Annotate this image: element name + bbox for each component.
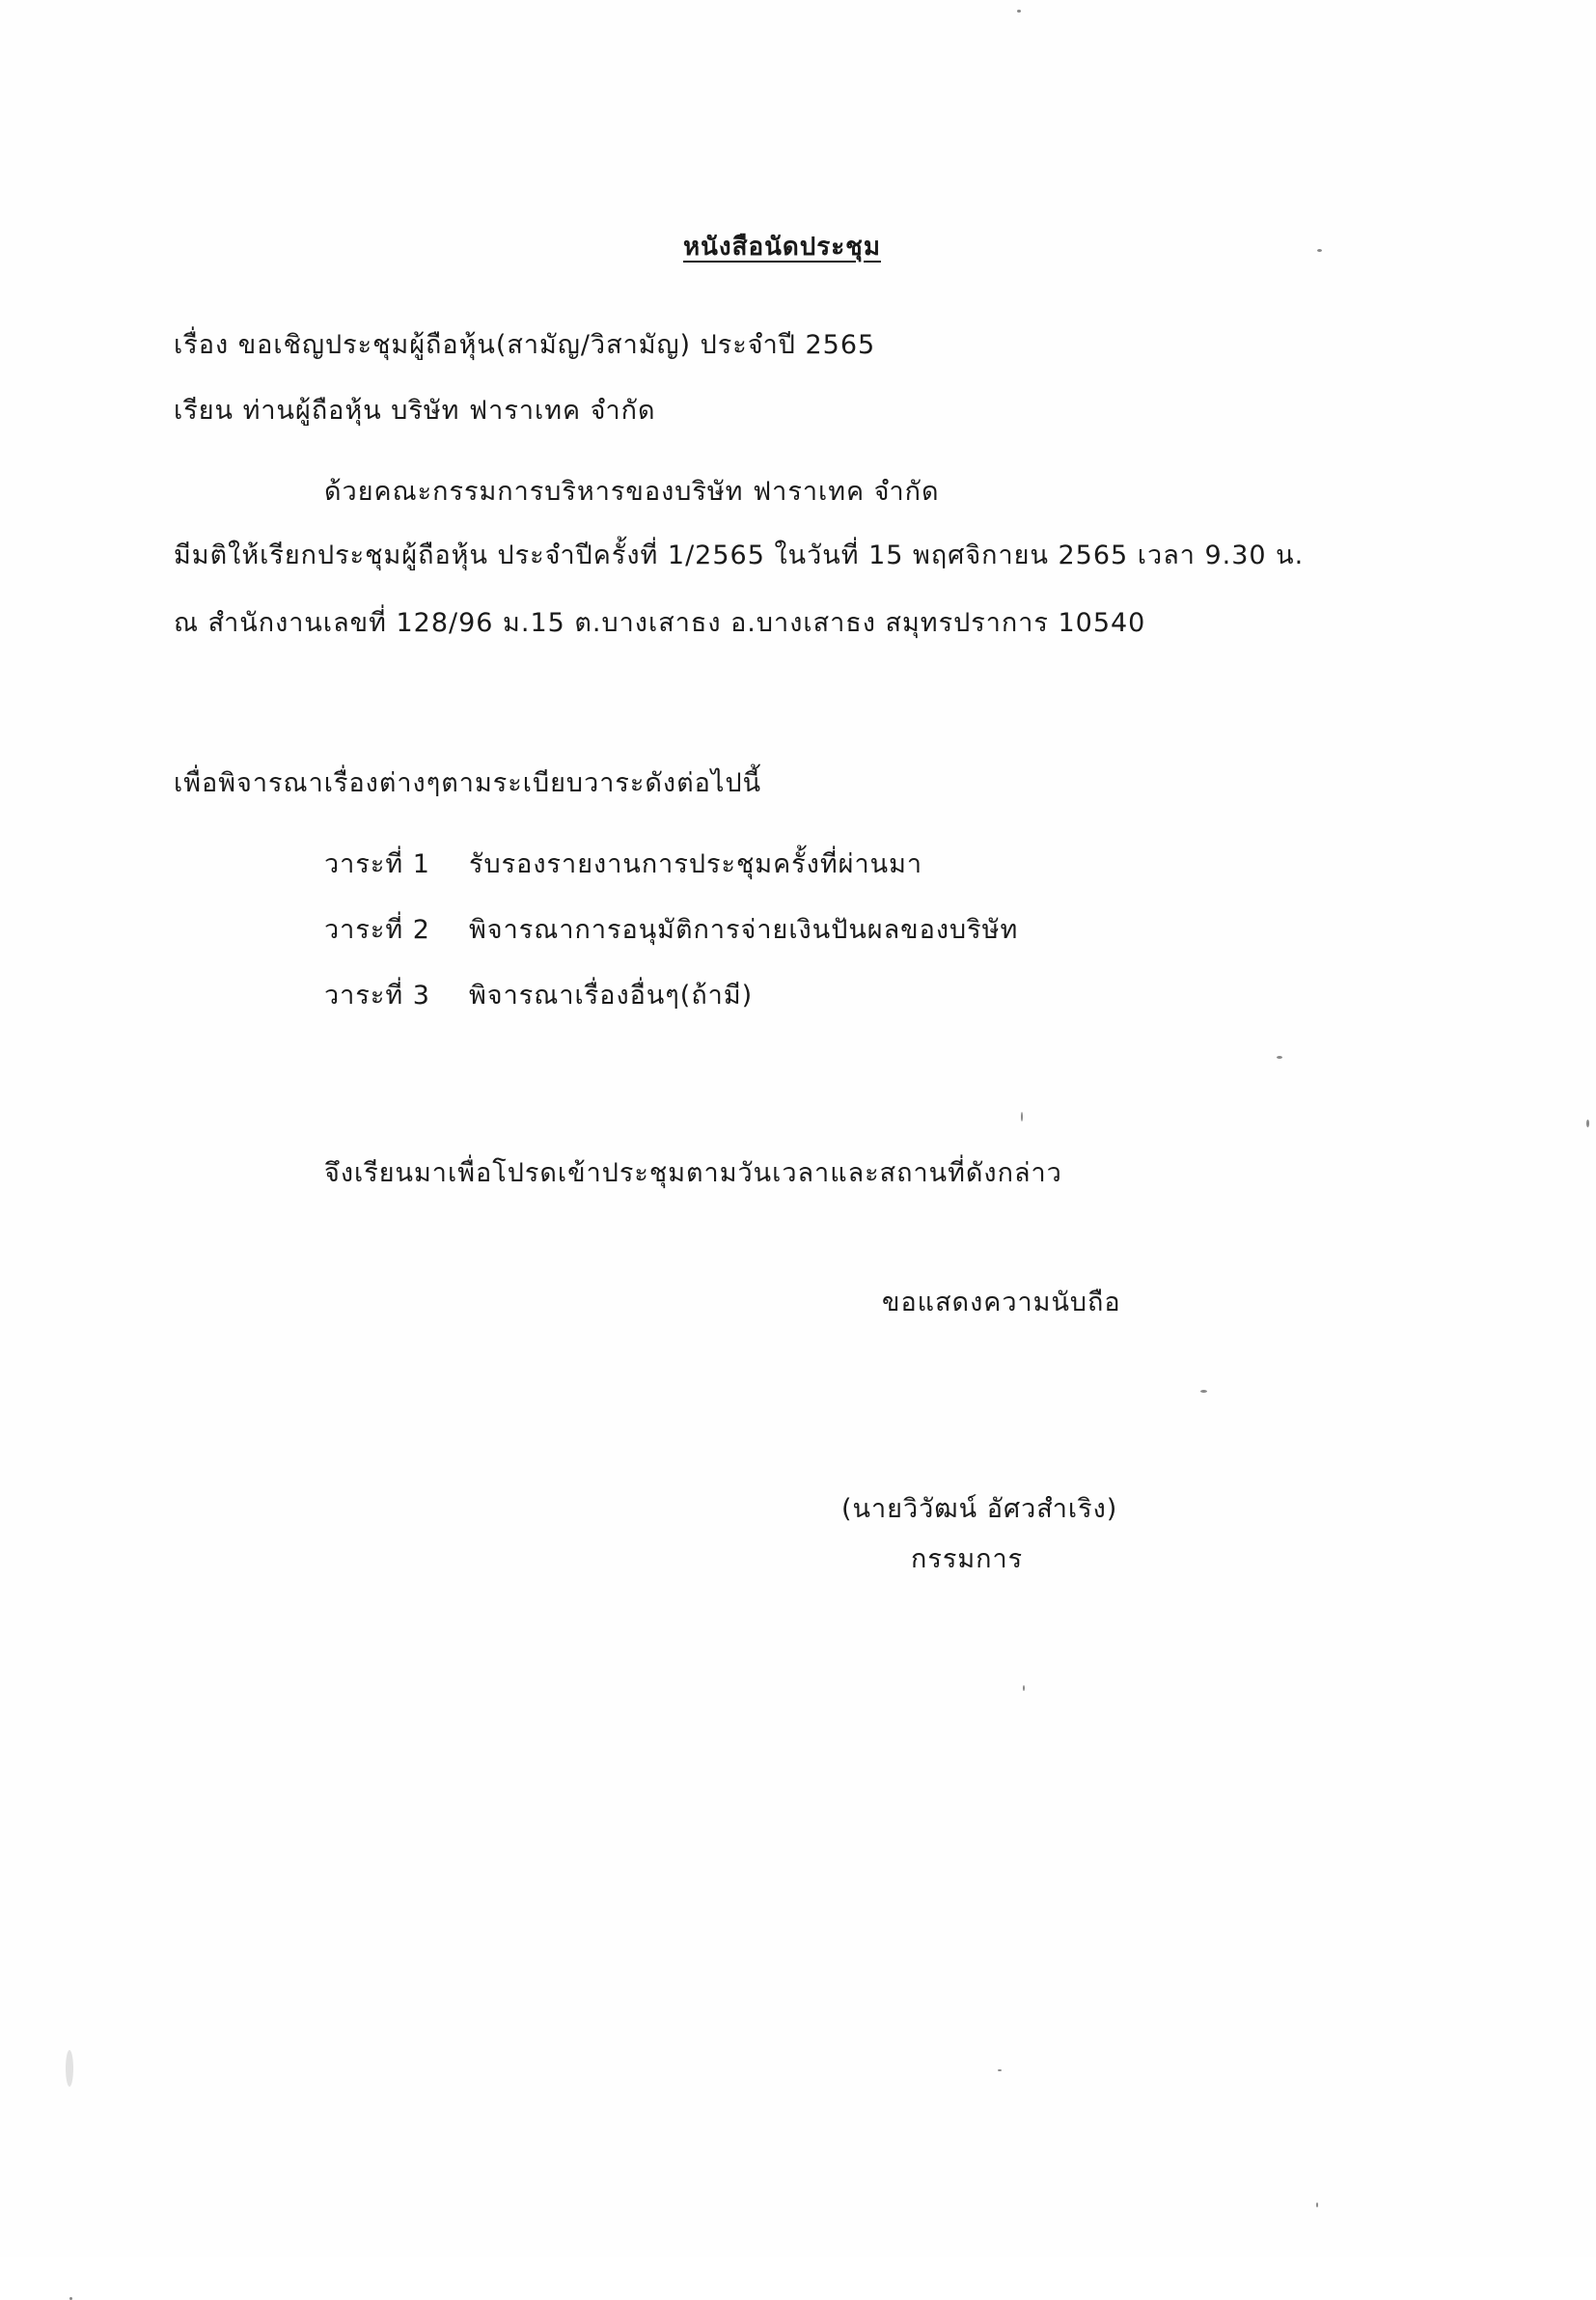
paragraph-line-2: มีมติให้เรียกประชุมผู้ถือหุ้น ประจำปีครั้งที่ 1/2565 ในวันที่ 15 พฤศจิกายน 2565 เวลา 9.30 น. bbox=[174, 540, 1305, 570]
agenda-item bbox=[324, 845, 922, 884]
subject-line: เรื่อง ขอเชิญประชุมผู้ถือหุ้น(สามัญ/วิสามัญ) ประจำปี 2565 bbox=[174, 330, 876, 360]
scan-speck bbox=[1317, 249, 1322, 252]
scan-speck bbox=[1021, 1112, 1023, 1122]
scan-speck bbox=[1316, 2203, 1318, 2207]
recipient-line: เรียน ท่านผู้ถือหุ้น บริษัท ฟาราเทค จำกัด bbox=[174, 396, 656, 426]
scan-speck bbox=[1200, 1390, 1207, 1393]
scan-speck bbox=[1017, 10, 1021, 13]
agenda-text: พิจารณาการอนุมัติการจ่ายเงินปันผลของบริษัท bbox=[469, 915, 1019, 945]
scan-speck bbox=[998, 2069, 1002, 2071]
scan-speck bbox=[66, 2050, 73, 2087]
agenda-number: วาระที่ 3 bbox=[324, 981, 430, 1011]
scan-speck bbox=[1586, 1120, 1589, 1127]
signatory-name: (นายวิวัฒน์ อัศวสำเริง) bbox=[841, 1494, 1118, 1524]
agenda-item bbox=[324, 977, 753, 1015]
scan-speck bbox=[1277, 1056, 1282, 1059]
agenda-intro: เพื่อพิจารณาเรื่องต่างๆตามระเบียบวาระดังต่อไปนี้ bbox=[174, 768, 762, 798]
agenda-item bbox=[324, 911, 1018, 950]
agenda-number: วาระที่ 1 bbox=[324, 849, 430, 879]
document-title: หนังสือนัดประชุม bbox=[683, 233, 881, 262]
regards-line: ขอแสดงความนับถือ bbox=[882, 1288, 1121, 1317]
paragraph-line-1: ด้วยคณะกรรมการบริหารของบริษัท ฟาราเทค จำกัด bbox=[324, 477, 940, 507]
agenda-number: วาระที่ 2 bbox=[324, 915, 430, 945]
agenda-text: พิจารณาเรื่องอื่นๆ(ถ้ามี) bbox=[469, 981, 754, 1011]
scan-speck bbox=[1023, 1685, 1025, 1691]
paragraph-line-3: ณ สำนักงานเลขที่ 128/96 ม.15 ต.บางเสาธง อ.บางเสาธง สมุทรปราการ 10540 bbox=[174, 608, 1146, 638]
agenda-text: รับรองรายงานการประชุมครั้งที่ผ่านมา bbox=[469, 849, 923, 879]
closing-line: จึงเรียนมาเพื่อโปรดเข้าประชุมตามวันเวลาและสถานที่ดังกล่าว bbox=[324, 1158, 1062, 1188]
signatory-title: กรรมการ bbox=[911, 1544, 1024, 1574]
